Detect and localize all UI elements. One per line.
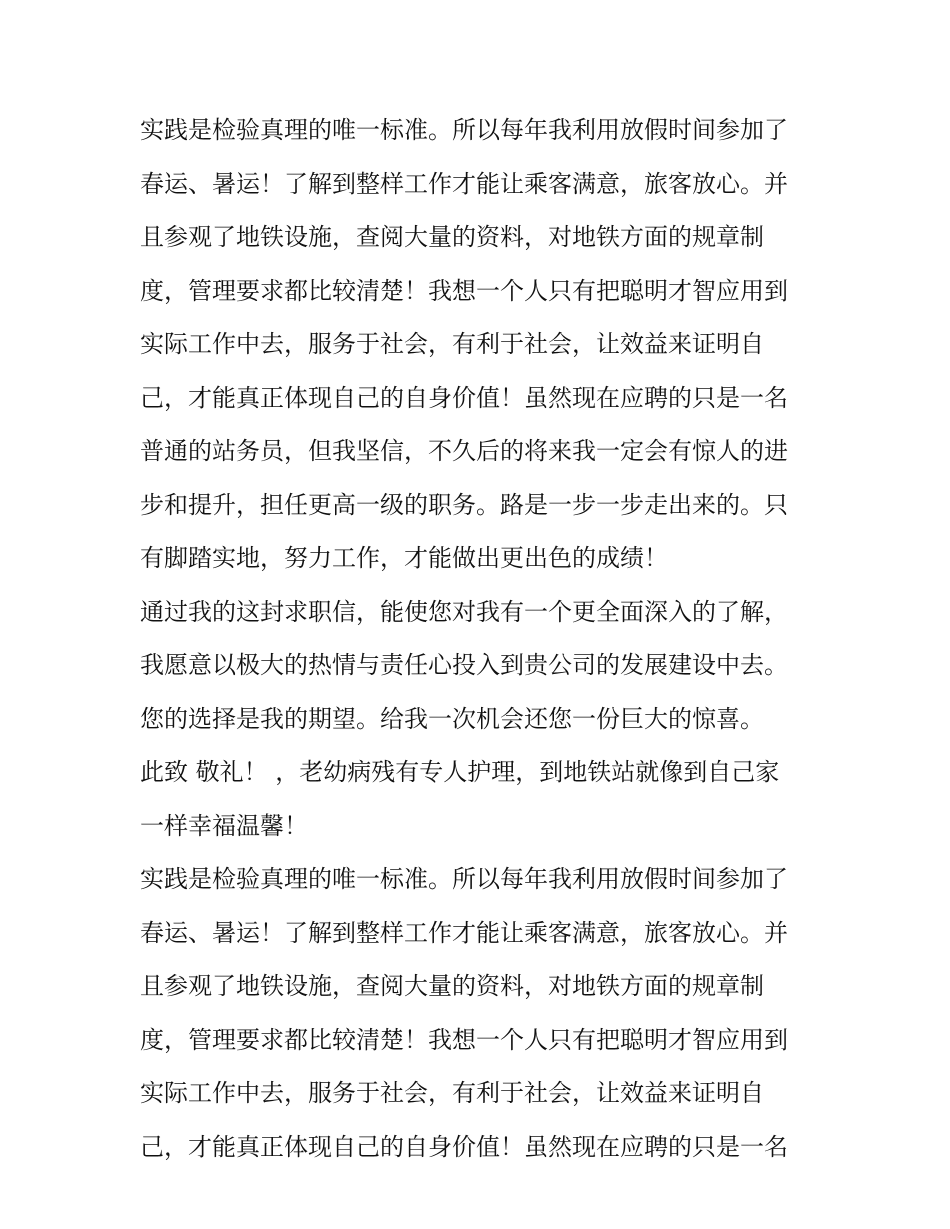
text-line: 度，管理要求都比较清楚！我想一个人只有把聪明才智应用到 — [140, 1025, 788, 1054]
text-line: 实践是检验真理的唯一标准。所以每年我利用放假时间参加了 — [140, 116, 788, 144]
text-line: 通过我的这封求职信，能使您对我有一个更全面深入的了解， — [140, 597, 788, 626]
text-line: 实际工作中去，服务于社会，有利于社会，让效益来证明自 — [140, 1079, 764, 1107]
text-line: 普通的站务员，但我坚信，不久后的将来我一定会有惊人的进 — [140, 437, 788, 465]
text-line: 实际工作中去，服务于社会，有利于社会，让效益来证明自 — [140, 330, 764, 358]
text-line: 步和提升，担任更高一级的职务。路是一步一步走出来的。只 — [140, 490, 788, 519]
text-line: 我愿意以极大的热情与责任心投入到贵公司的发展建设中去。 — [140, 651, 788, 679]
text-line: 春运、暑运！了解到整样工作才能让乘客满意，旅客放心。并 — [140, 169, 788, 198]
text-line: 己，才能真正体现自己的自身价值！虽然现在应聘的只是一名 — [140, 383, 788, 412]
text-line: 实践是检验真理的唯一标准。所以每年我利用放假时间参加了 — [140, 865, 788, 893]
document-body — [140, 104, 820, 1174]
text-line: 且参观了地铁设施，查阅大量的资料，对地铁方面的规章制 — [140, 972, 764, 1000]
text-line: 度，管理要求都比较清楚！我想一个人只有把聪明才智应用到 — [140, 276, 788, 305]
text-line: 您的选择是我的期望。给我一次机会还您一份巨大的惊喜。 — [140, 704, 764, 733]
text-line: 有脚踏实地，努力工作，才能做出更出色的成绩！ — [140, 544, 668, 572]
text-line: 一样幸福温馨！ — [140, 811, 308, 840]
text-line: 春运、暑运！了解到整样工作才能让乘客满意，旅客放心。并 — [140, 918, 788, 947]
text-line: 己，才能真正体现自己的自身价值！虽然现在应聘的只是一名 — [140, 1132, 788, 1161]
text-line: 且参观了地铁设施，查阅大量的资料，对地铁方面的规章制 — [140, 223, 764, 251]
text-line: 此致 敬礼！ ，老幼病残有专人护理，到地铁站就像到自己家 — [140, 758, 780, 786]
